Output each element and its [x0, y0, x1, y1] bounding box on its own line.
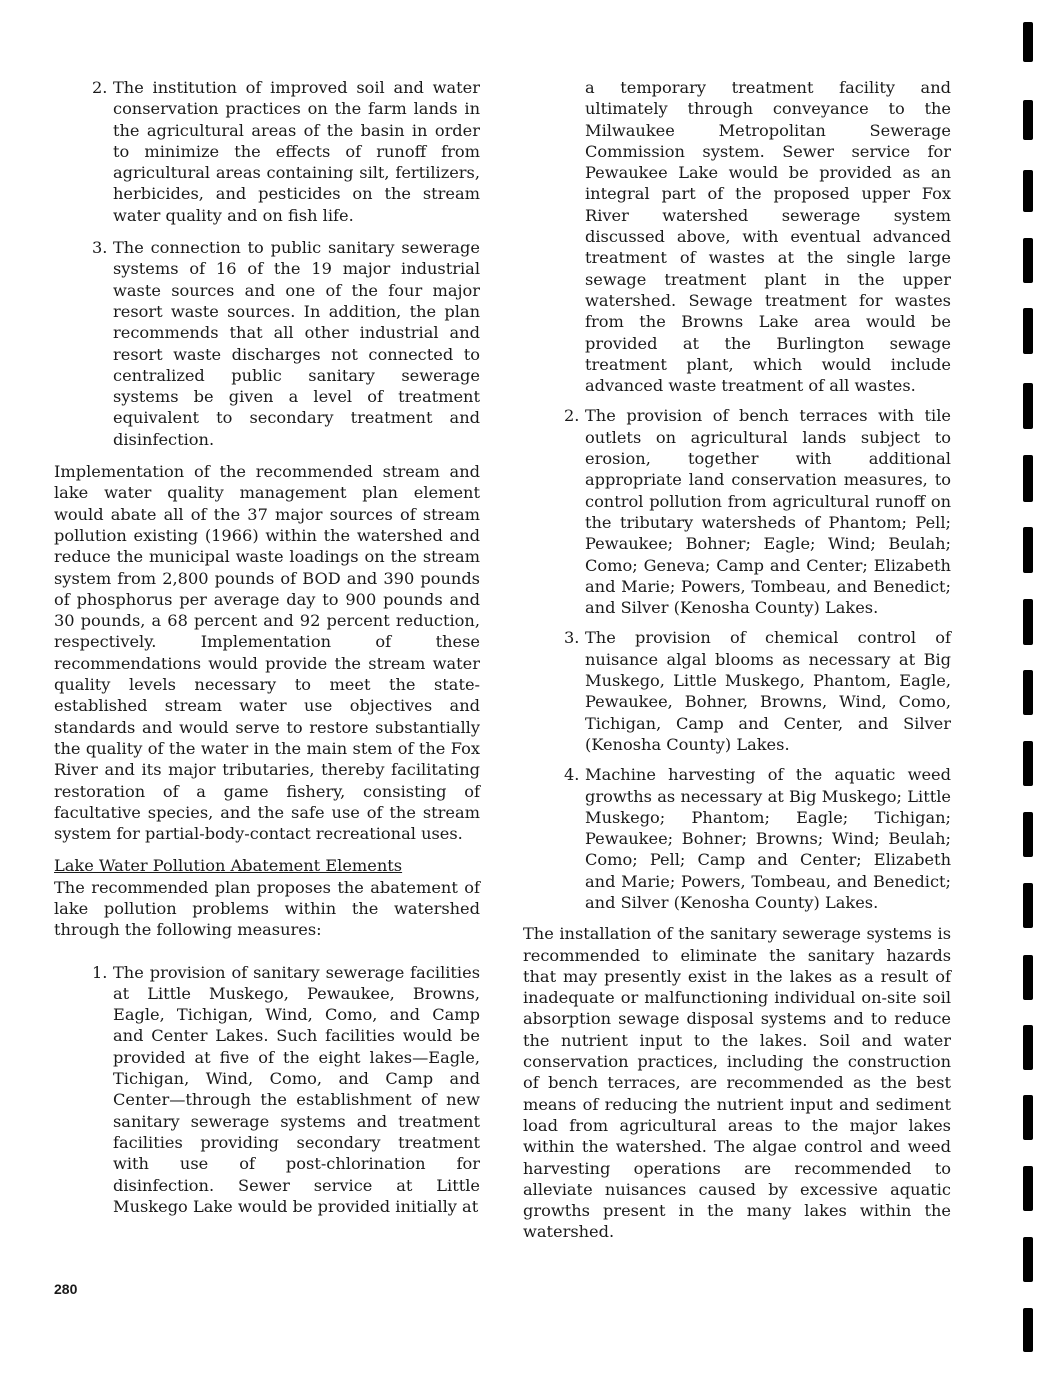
list-item	[564, 764, 951, 913]
edge-mark	[1023, 455, 1033, 502]
edge-mark	[1023, 1237, 1033, 1282]
list-item-number: 2.	[92, 78, 108, 97]
edge-mark	[1023, 599, 1033, 645]
list-item	[92, 237, 480, 450]
edge-mark	[1023, 1095, 1033, 1140]
edge-mark	[1023, 883, 1033, 928]
list-item	[564, 405, 951, 618]
page-number: 280	[54, 1281, 78, 1297]
section-heading: Lake Water Pollution Abatement Elements	[54, 856, 403, 876]
closing-paragraph: The installation of the sanitary sewerage systems is recommended to eliminate the sanitary hazards that may presently exist in the lakes as a result of inadequate or malfunctioning individual on-site soil absorption sewage disposal systems and to reduce the nutrient input to the lakes. Soil and water conservation practices, including the construction of bench terraces, are recommended as the best means of reducing the nutrient input and sediment load from agricultural areas to the major lakes within the watershed. The algae control and weed harvesting operations are recommended to alleviate nuisances caused by excessive aquatic growths present in the many lakes within the watershed.	[523, 924, 951, 1242]
edge-mark	[1023, 670, 1033, 715]
list-item-text: The connection to public sanitary sewerage systems of 16 of the 19 major industrial waste sources and one of the four major resort waste sources. In addition, the plan recommends that all other industrial and resort waste discharges not connected to centralized public sanitary sewerage systems be given a level of treatment equivalent to secondary treatment and disinfection.	[113, 238, 480, 449]
edge-mark	[1023, 308, 1033, 354]
list-item	[92, 77, 480, 226]
edge-mark	[1023, 22, 1033, 62]
edge-mark	[1023, 812, 1033, 857]
list-item-number: 3.	[564, 628, 580, 648]
edge-mark	[1023, 383, 1033, 429]
edge-mark	[1023, 170, 1033, 212]
list-item	[564, 627, 951, 755]
list-item-text: The institution of improved soil and water conservation practices on the farm lands in the agricultural areas of the basin in order to minimize the effects of runoff from agricultural areas containing silt, fertilizers, herbicides, and pesticides on the stream water quality and on fish life.	[113, 78, 480, 225]
edge-mark	[1023, 100, 1033, 140]
list-item-text: Machine harvesting of the aquatic weed growths as necessary at Big Muskego; Little Muskego; Phantom; Eagle; Tichigan; Pewaukee; Bohner; Browns; Wind; Beulah; Como; Pell; Camp and Center; Elizabeth and Marie; Powers, Tombeau, and Benedict; and Silver (Kenosha County) Lakes.	[585, 765, 951, 912]
edge-mark	[1023, 955, 1033, 1000]
left-column	[54, 77, 480, 1217]
right-column	[523, 77, 951, 1243]
edge-mark	[1023, 527, 1033, 573]
list-item-text: The provision of sanitary sewerage facilities at Little Muskego, Pewaukee, Browns, Eagle, Tichigan, Wind, Como, and Camp and Center Lakes. Such facilities would be provided at five of the eight lakes—Eagle, Tichigan, Wind, Como, and Camp and Center—through the establishment of new sanitary sewerage systems and treatment facilities providing secondary treatment with use of post-chlorination for disinfection. Sewer service at Little Muskego Lake would be provided initially at	[113, 962, 480, 1216]
list-item-number: 4.	[564, 765, 580, 785]
list-item-number: 3.	[92, 238, 108, 258]
edge-mark	[1023, 1166, 1033, 1211]
list-item-continuation	[564, 77, 951, 396]
list-item-number: 2.	[564, 406, 580, 426]
list-item-number: 1.	[92, 962, 108, 982]
edge-mark	[1023, 1025, 1033, 1070]
edge-mark	[1023, 741, 1033, 786]
list-item-text: The provision of chemical control of nuisance algal blooms as necessary at Big Muskego, Little Muskego, Phantom, Eagle, Pewaukee, Bohner, Browns, Wind, Como, Tichigan, Camp and Center, and Silver (Kenosha County) Lakes.	[585, 628, 951, 754]
edge-mark	[1023, 1308, 1033, 1352]
scan-edge-marks	[1023, 0, 1037, 1379]
body-paragraph: Implementation of the recommended stream and lake water quality management plan element would abate all of the 37 major sources of stream pollution existing (1966) within the watershed and reduce the municipal waste loadings on the stream system from 2,800 pounds of BOD and 390 pounds of phosphorus per average day to 900 pounds and 30 pounds, a 68 percent and 92 percent reduction, respectively. Implementation of these recommendations would provide the stream water quality levels necessary to meet the state-established stream water use objectives and standards and would serve to restore substantially the quality of the water in the main stem of the Fox River and its major tributaries, thereby facilitating restoration of a game fishery, consisting of facultative species, and the safe use of the stream system for partial-body-contact recreational uses.	[54, 462, 480, 844]
list-item-text: The provision of bench terraces with tile outlets on agricultural lands subject to erosion, together with additional appropriate land conservation measures, to control pollution from agricultural runoff on the tributary watersheds of Phantom; Pell; Pewaukee; Bohner; Eagle; Wind; Beulah; Como; Geneva; Camp and Center; Elizabeth and Marie; Powers, Tombeau, and Benedict; and Silver (Kenosha County) Lakes.	[585, 406, 951, 618]
list-item-text: a temporary treatment facility and ultimately through conveyance to the Milwaukee Metropolitan Sewerage Commission system. Sewer service for Pewaukee Lake would be provided as an integral part of the proposed upper Fox River watershed sewerage system discussed above, with eventual advanced treatment of wastes at the single large sewage treatment plant in the upper watershed. Sewage treatment for wastes from the Browns Lake area would be provided at the Burlington sewage treatment plant, which would include advanced waste treatment of all wastes.	[585, 78, 951, 396]
list-item	[92, 962, 480, 1218]
edge-mark	[1023, 238, 1033, 283]
intro-paragraph: The recommended plan proposes the abatement of lake pollution problems within the watershed through the following measures:	[54, 877, 480, 940]
